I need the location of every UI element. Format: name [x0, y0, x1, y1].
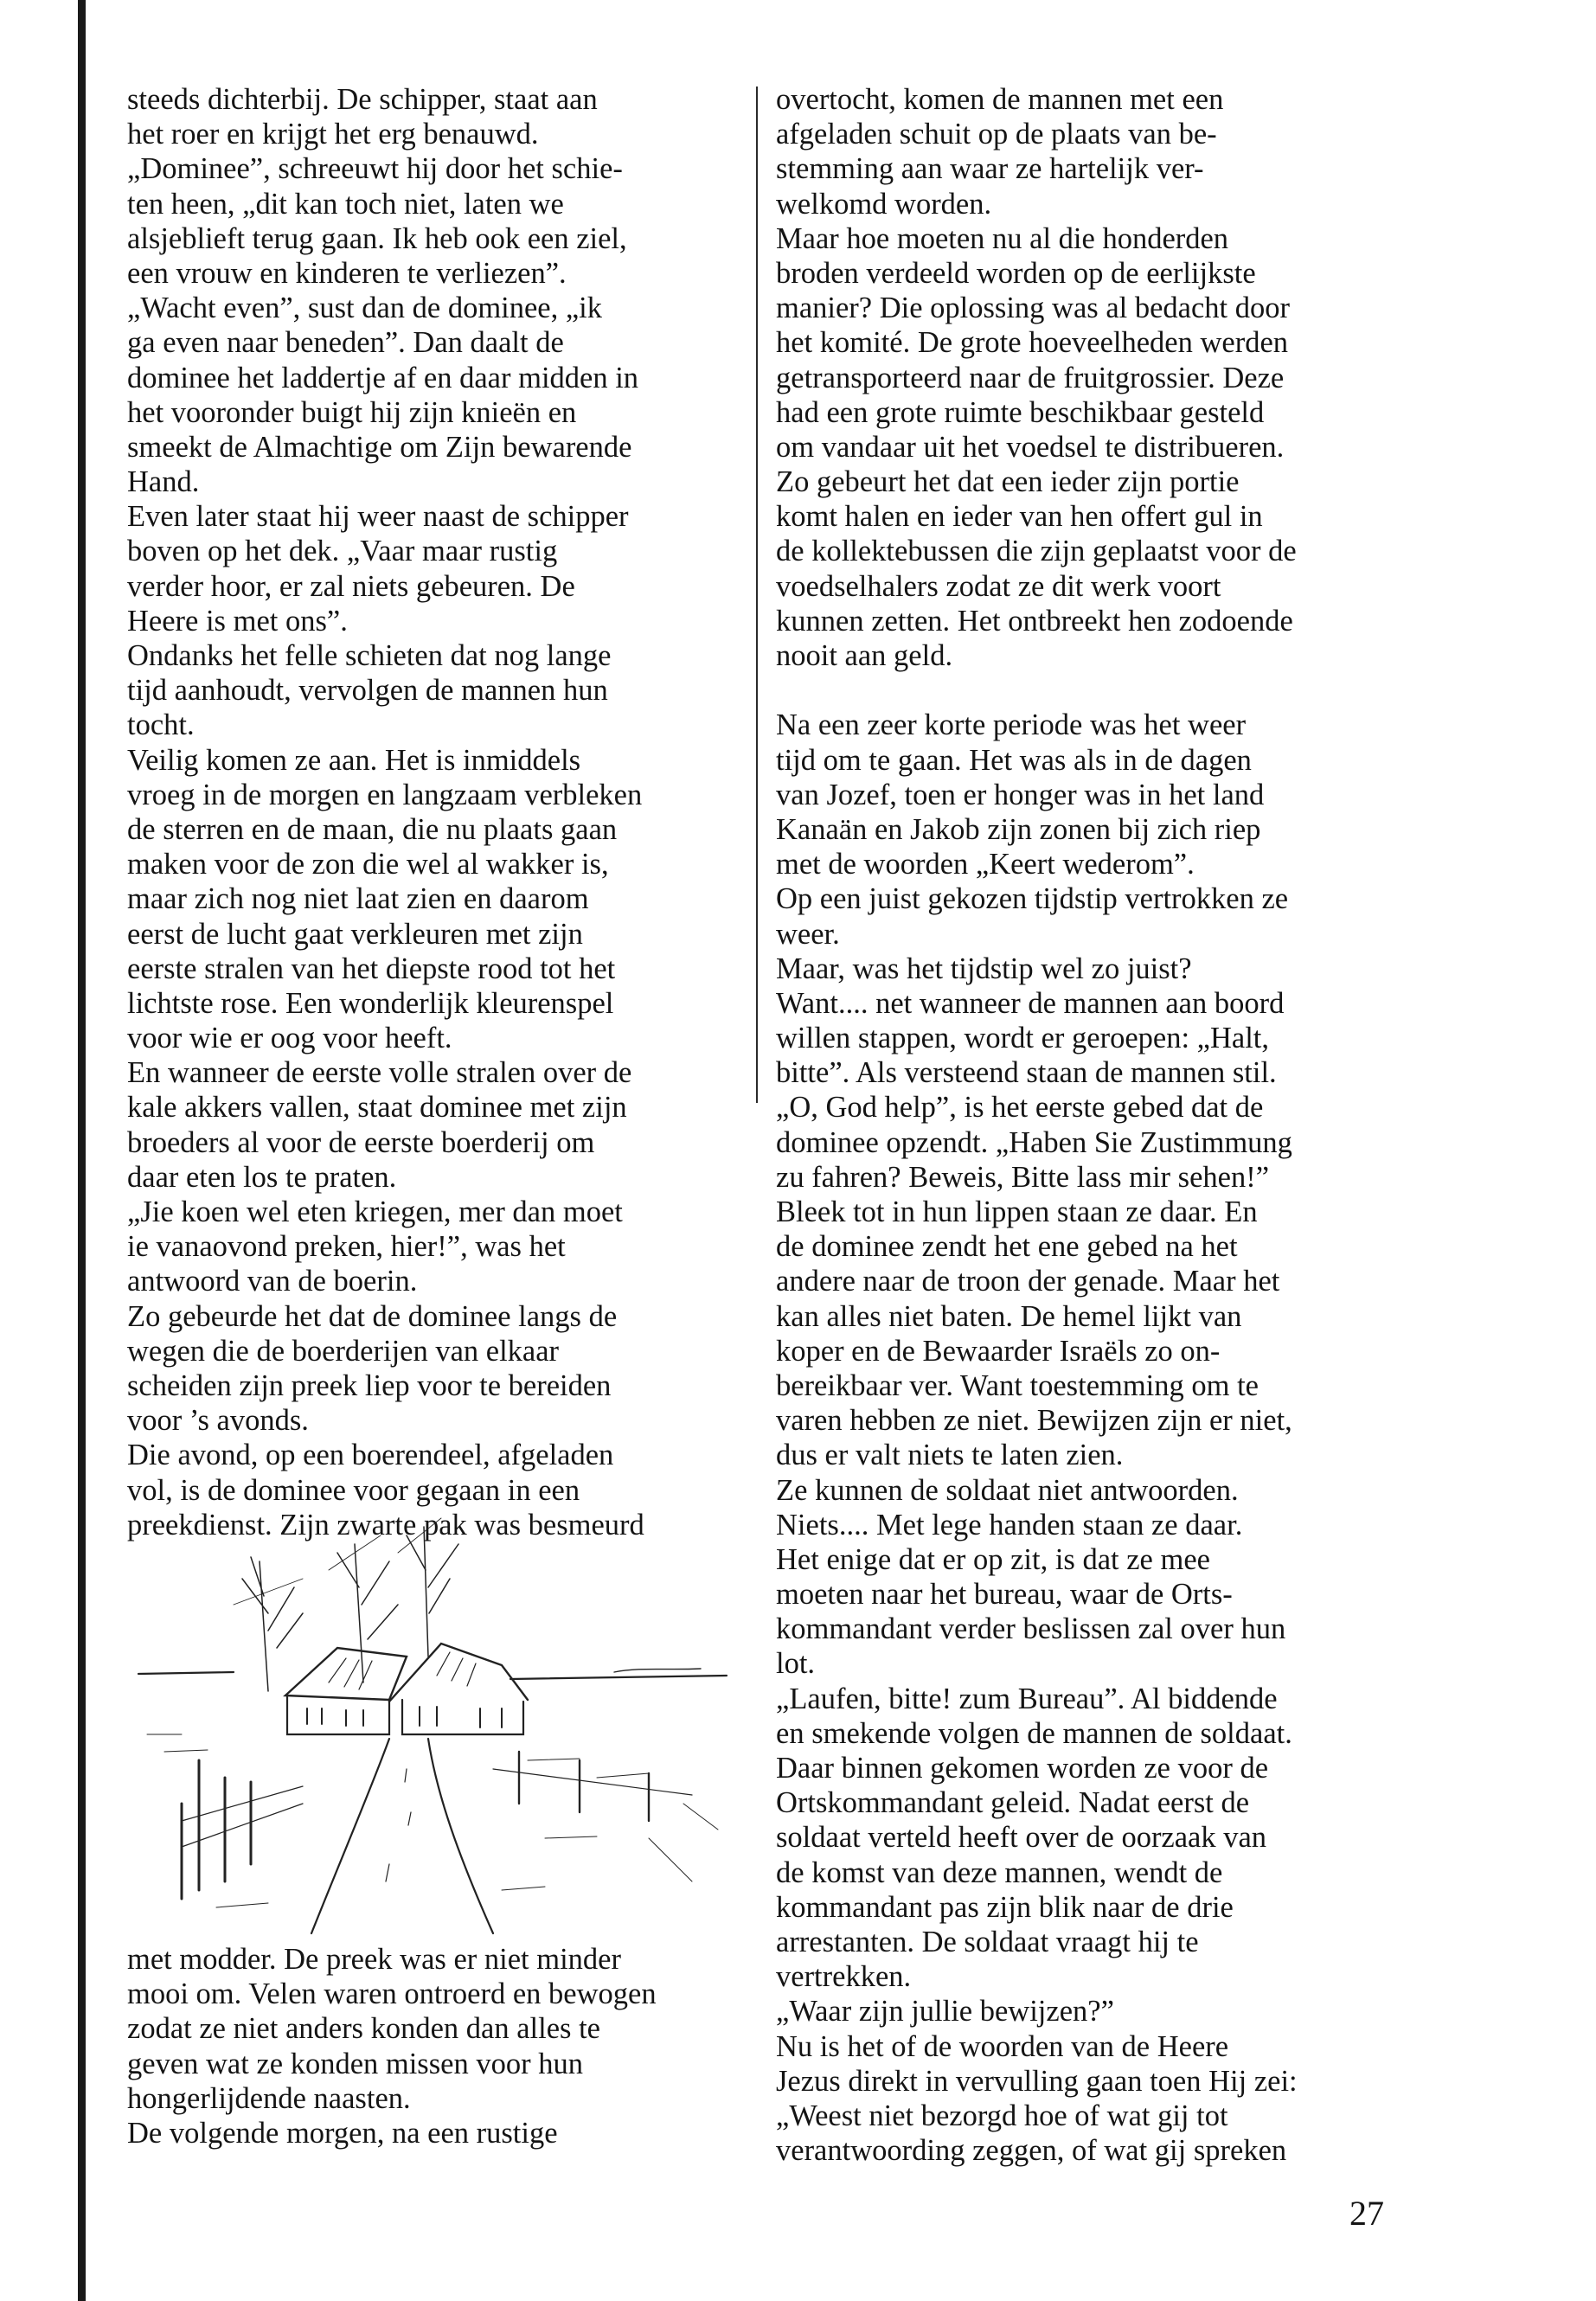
text-line: weer. — [776, 917, 840, 951]
text-line: een vrouw en kinderen te verliezen”. — [127, 256, 567, 290]
farmhouse-illustration — [130, 1475, 735, 1938]
text-line: tocht. — [127, 708, 195, 742]
text-line: arrestanten. De soldaat vraagt hij te — [776, 1925, 1199, 1958]
text-line: Die avond, op een boerendeel, afgeladen — [127, 1439, 614, 1472]
text-line: varen hebben ze niet. Bewijzen zijn er niet, — [776, 1404, 1292, 1438]
text-line: „Laufen, bitte! zum Bureau”. Al biddende — [776, 1682, 1278, 1715]
text-line: geven wat ze konden missen voor hun — [127, 2047, 583, 2080]
text-line: overtocht, komen de mannen met een — [776, 83, 1224, 116]
text-line: Maar, was het tijdstip wel zo juist? — [776, 952, 1192, 985]
binding-edge — [78, 0, 86, 2301]
text-line: wegen die de boerderijen van elkaar — [127, 1334, 560, 1368]
text-line: vertrekken. — [776, 1960, 912, 1994]
text-line: de komst van deze mannen, wendt de — [776, 1856, 1223, 1889]
text-line: Maar hoe moeten nu al die honderden — [776, 221, 1229, 255]
text-line: komt halen en ieder van hen offert gul in — [776, 500, 1263, 534]
text-line: boven op het dek. „Vaar maar rustig — [127, 535, 558, 568]
text-line: vroeg in de morgen en langzaam verbleken — [127, 778, 643, 811]
text-line: soldaat verteld heeft over de oorzaak van — [776, 1821, 1267, 1855]
text-line: „Dominee”, schreeuwt hij door het schie- — [127, 152, 623, 186]
text-line: kale akkers vallen, staat dominee met zijn — [127, 1091, 627, 1125]
text-line: koper en de Bewaarder Israëls zo on- — [776, 1334, 1221, 1368]
text-line: kommandant pas zijn blik naar de drie — [776, 1890, 1234, 1924]
text-line: om vandaar uit het voedsel te distribueren. — [776, 430, 1285, 464]
text-line: eerste stralen van het diepste rood tot het — [127, 952, 616, 985]
text-line: Niets.... Met lege handen staan ze daar. — [776, 1508, 1243, 1541]
text-line: verder hoor, er zal niets gebeuren. De — [127, 569, 575, 603]
text-line: Op een juist gekozen tijdstip vertrokken ze — [776, 882, 1289, 916]
text-line: Even later staat hij weer naast de schipper — [127, 500, 629, 534]
text-line: had een grote ruimte beschikbaar gesteld — [776, 395, 1265, 429]
text-line: preekdienst. Zijn zwarte pak was besmeurd — [127, 1508, 644, 1541]
page-number: 27 — [1349, 2194, 1384, 2233]
text-line: het vooronder buigt hij zijn knieën en — [127, 395, 577, 429]
text-line: Want.... net wanneer de mannen aan boord — [776, 986, 1285, 1020]
text-line: dominee het laddertje af en daar midden in — [127, 361, 639, 394]
text-line: dominee opzendt. „Haben Sie Zustimmung — [776, 1125, 1292, 1159]
text-line: „Wacht even”, sust dan de dominee, „ik — [127, 292, 603, 325]
left-column — [127, 82, 750, 1542]
text-line: moeten naar het bureau, waar de Orts- — [776, 1578, 1233, 1612]
text-line: broeders al voor de eerste boerderij om — [127, 1125, 595, 1159]
text-line: Nu is het of de woorden van de Heere — [776, 2029, 1229, 2063]
text-line: steeds dichterbij. De schipper, staat aan — [127, 83, 598, 116]
text-line: daar eten los te praten. — [127, 1160, 397, 1194]
text-line: dus er valt niets te laten zien. — [776, 1439, 1124, 1472]
text-line: kommandant verder beslissen zal over hun — [776, 1612, 1286, 1646]
text-line: scheiden zijn preek liep voor te bereiden — [127, 1368, 612, 1402]
text-line: „O, God help”, is het eerste gebed dat de — [776, 1091, 1264, 1125]
text-line: Hand. — [127, 465, 200, 499]
text-line: broden verdeeld worden op de eerlijkste — [776, 256, 1256, 290]
text-line — [776, 673, 1399, 708]
text-line: welkomd worden. — [776, 187, 992, 221]
text-line: met modder. De preek was er niet minder — [127, 1943, 621, 1976]
text-line: Zo gebeurde het dat de dominee langs de — [127, 1299, 618, 1333]
text-line: het roer en krijgt het erg benauwd. — [127, 118, 539, 151]
text-line: voedselhalers zodat ze dit werk voort — [776, 569, 1221, 603]
text-line: het komité. De grote hoeveelheden werden — [776, 326, 1289, 360]
text-line: „Waar zijn jullie bewijzen?” — [776, 1995, 1114, 2029]
text-line: antwoord van de boerin. — [127, 1265, 418, 1298]
text-line: afgeladen schuit op de plaats van be- — [776, 118, 1217, 151]
text-line: nooit aan geld. — [776, 639, 953, 672]
text-line: de dominee zendt het ene gebed na het — [776, 1230, 1238, 1264]
left-column-continued — [127, 1942, 750, 2150]
text-line: Zo gebeurt het dat een ieder zijn portie — [776, 465, 1240, 499]
text-line: maar zich nog niet laat zien en daarom — [127, 882, 589, 916]
text-line: lot. — [776, 1647, 816, 1681]
text-line: alsjeblieft terug gaan. Ik heb ook een ziel, — [127, 221, 627, 255]
text-line: ie vanaovond preken, hier!”, was het — [127, 1230, 566, 1264]
text-line: voor ’s avonds. — [127, 1404, 309, 1438]
text-line: tijd aanhoudt, vervolgen de mannen hun — [127, 674, 608, 708]
text-line: hongerlijdende naasten. — [127, 2081, 411, 2115]
text-line: Ondanks het felle schieten dat nog lange — [127, 639, 612, 672]
text-line: En wanneer de eerste volle stralen over de — [127, 1056, 632, 1090]
text-line: zodat ze niet anders konden dan alles te — [127, 2012, 600, 2046]
text-line: tijd om te gaan. Het was als in de dagen — [776, 743, 1252, 777]
text-line: „Weest niet bezorgd hoe of wat gij tot — [776, 2099, 1228, 2132]
text-line: de kollektebussen die zijn geplaatst voor de — [776, 535, 1297, 568]
text-line: De volgende morgen, na een rustige — [127, 2116, 558, 2150]
text-line: smeekt de Almachtige om Zijn bewarende — [127, 430, 632, 464]
text-line: Veilig komen ze aan. Het is inmiddels — [127, 743, 581, 777]
text-line: bereikbaar ver. Want toestemming om te — [776, 1368, 1259, 1402]
text-line: mooi om. Velen waren ontroerd en bewogen — [127, 1977, 657, 2011]
text-line: zu fahren? Beweis, Bitte lass mir sehen!” — [776, 1160, 1270, 1194]
text-line: vol, is de dominee voor gegaan in een — [127, 1473, 580, 1507]
text-line: bitte”. Als versteend staan de mannen stil. — [776, 1056, 1277, 1090]
text-line: „Jie koen wel eten kriegen, mer dan moet — [127, 1195, 623, 1228]
text-line: maken voor de zon die wel al wakker is, — [127, 848, 609, 881]
text-line: voor wie er oog voor heeft. — [127, 1022, 452, 1055]
text-line: van Jozef, toen er honger was in het land — [776, 778, 1265, 811]
text-line: Jezus direkt in vervulling gaan toen Hij zei: — [776, 2064, 1298, 2098]
text-line: ga even naar beneden”. Dan daalt de — [127, 326, 564, 360]
text-line: Kanaän en Jakob zijn zonen bij zich riep — [776, 812, 1261, 846]
text-line: verantwoording zeggen, of wat gij spreken — [776, 2134, 1287, 2168]
text-line: stemming aan waar ze hartelijk ver- — [776, 152, 1204, 186]
text-line: en smekende volgen de mannen de soldaat. — [776, 1716, 1292, 1750]
text-line: Ortskommandant geleid. Nadat eerst de — [776, 1786, 1250, 1820]
text-line: willen stappen, wordt er geroepen: „Halt, — [776, 1022, 1270, 1055]
text-line: Bleek tot in hun lippen staan ze daar. En — [776, 1195, 1258, 1228]
text-line: andere naar de troon der genade. Maar het — [776, 1265, 1280, 1298]
text-line: Heere is met ons”. — [127, 604, 348, 638]
right-column — [776, 82, 1399, 2168]
text-line: kunnen zetten. Het ontbreekt hen zodoende — [776, 604, 1293, 638]
text-line: eerst de lucht gaat verkleuren met zijn — [127, 917, 583, 951]
text-line: lichtste rose. Een wonderlijk kleurenspel — [127, 986, 614, 1020]
text-line: kan alles niet baten. De hemel lijkt van — [776, 1299, 1242, 1333]
text-line: met de woorden „Keert wederom”. — [776, 848, 1195, 881]
text-line: ten heen, „dit kan toch niet, laten we — [127, 187, 564, 221]
text-line: Daar binnen gekomen worden ze voor de — [776, 1752, 1269, 1785]
text-line: Het enige dat er op zit, is dat ze mee — [776, 1542, 1210, 1576]
text-line: de sterren en de maan, die nu plaats gaan — [127, 812, 618, 846]
column-divider — [756, 87, 758, 1103]
text-line: getransporteerd naar de fruitgrossier. Deze — [776, 361, 1285, 394]
text-line: Ze kunnen de soldaat niet antwoorden. — [776, 1473, 1239, 1507]
text-line: Na een zeer korte periode was het weer — [776, 708, 1247, 742]
text-line: manier? Die oplossing was al bedacht door — [776, 292, 1290, 325]
